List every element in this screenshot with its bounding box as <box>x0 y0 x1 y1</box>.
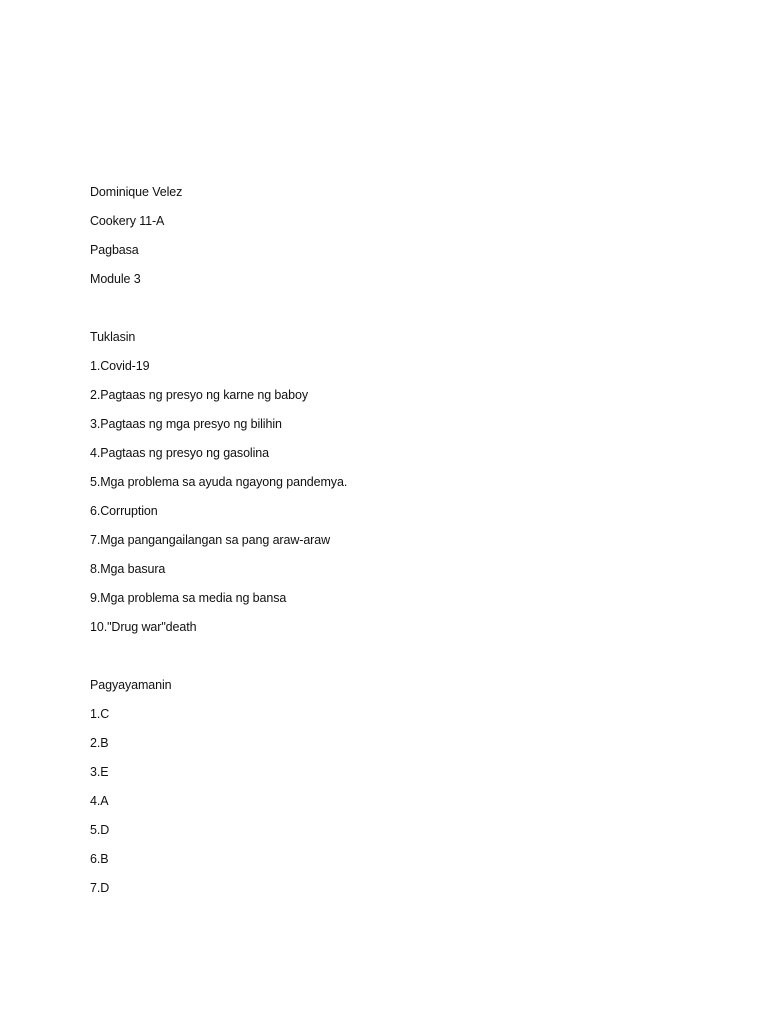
list-item: 7.Mga pangangailangan sa pang araw-araw <box>90 533 331 547</box>
module-title: Module 3 <box>90 272 141 286</box>
list-item: 4.A <box>90 794 109 808</box>
list-item: 10."Drug war"death <box>90 620 197 634</box>
list-item: 6.Corruption <box>90 504 158 518</box>
pagyayamanin-list <box>90 700 690 903</box>
list-item: 9.Mga problema sa media ng bansa <box>90 591 287 605</box>
blank-line <box>90 642 690 671</box>
class-section: Cookery 11-A <box>90 214 165 228</box>
list-item: 3.Pagtaas ng mga presyo ng bilihin <box>90 417 282 431</box>
list-item: 1.Covid-19 <box>90 359 150 373</box>
list-item: 8.Mga basura <box>90 562 166 576</box>
blank-line <box>90 294 690 323</box>
list-item: 4.Pagtaas ng presyo ng gasolina <box>90 446 269 460</box>
list-item: 3.E <box>90 765 109 779</box>
list-item: 5.D <box>90 823 110 837</box>
list-item: 6.B <box>90 852 109 866</box>
list-item: 5.Mga problema sa ayuda ngayong pandemya. <box>90 475 348 489</box>
list-item: 2.B <box>90 736 109 750</box>
student-name: Dominique Velez <box>90 185 183 199</box>
pagyayamanin-heading: Pagyayamanin <box>90 678 172 692</box>
list-item: 7.D <box>90 881 110 895</box>
list-item: 2.Pagtaas ng presyo ng karne ng baboy <box>90 388 308 402</box>
document-body <box>90 178 690 903</box>
list-item: 1.C <box>90 707 110 721</box>
subject: Pagbasa <box>90 243 139 257</box>
tuklasin-heading: Tuklasin <box>90 330 136 344</box>
tuklasin-list <box>90 352 690 642</box>
